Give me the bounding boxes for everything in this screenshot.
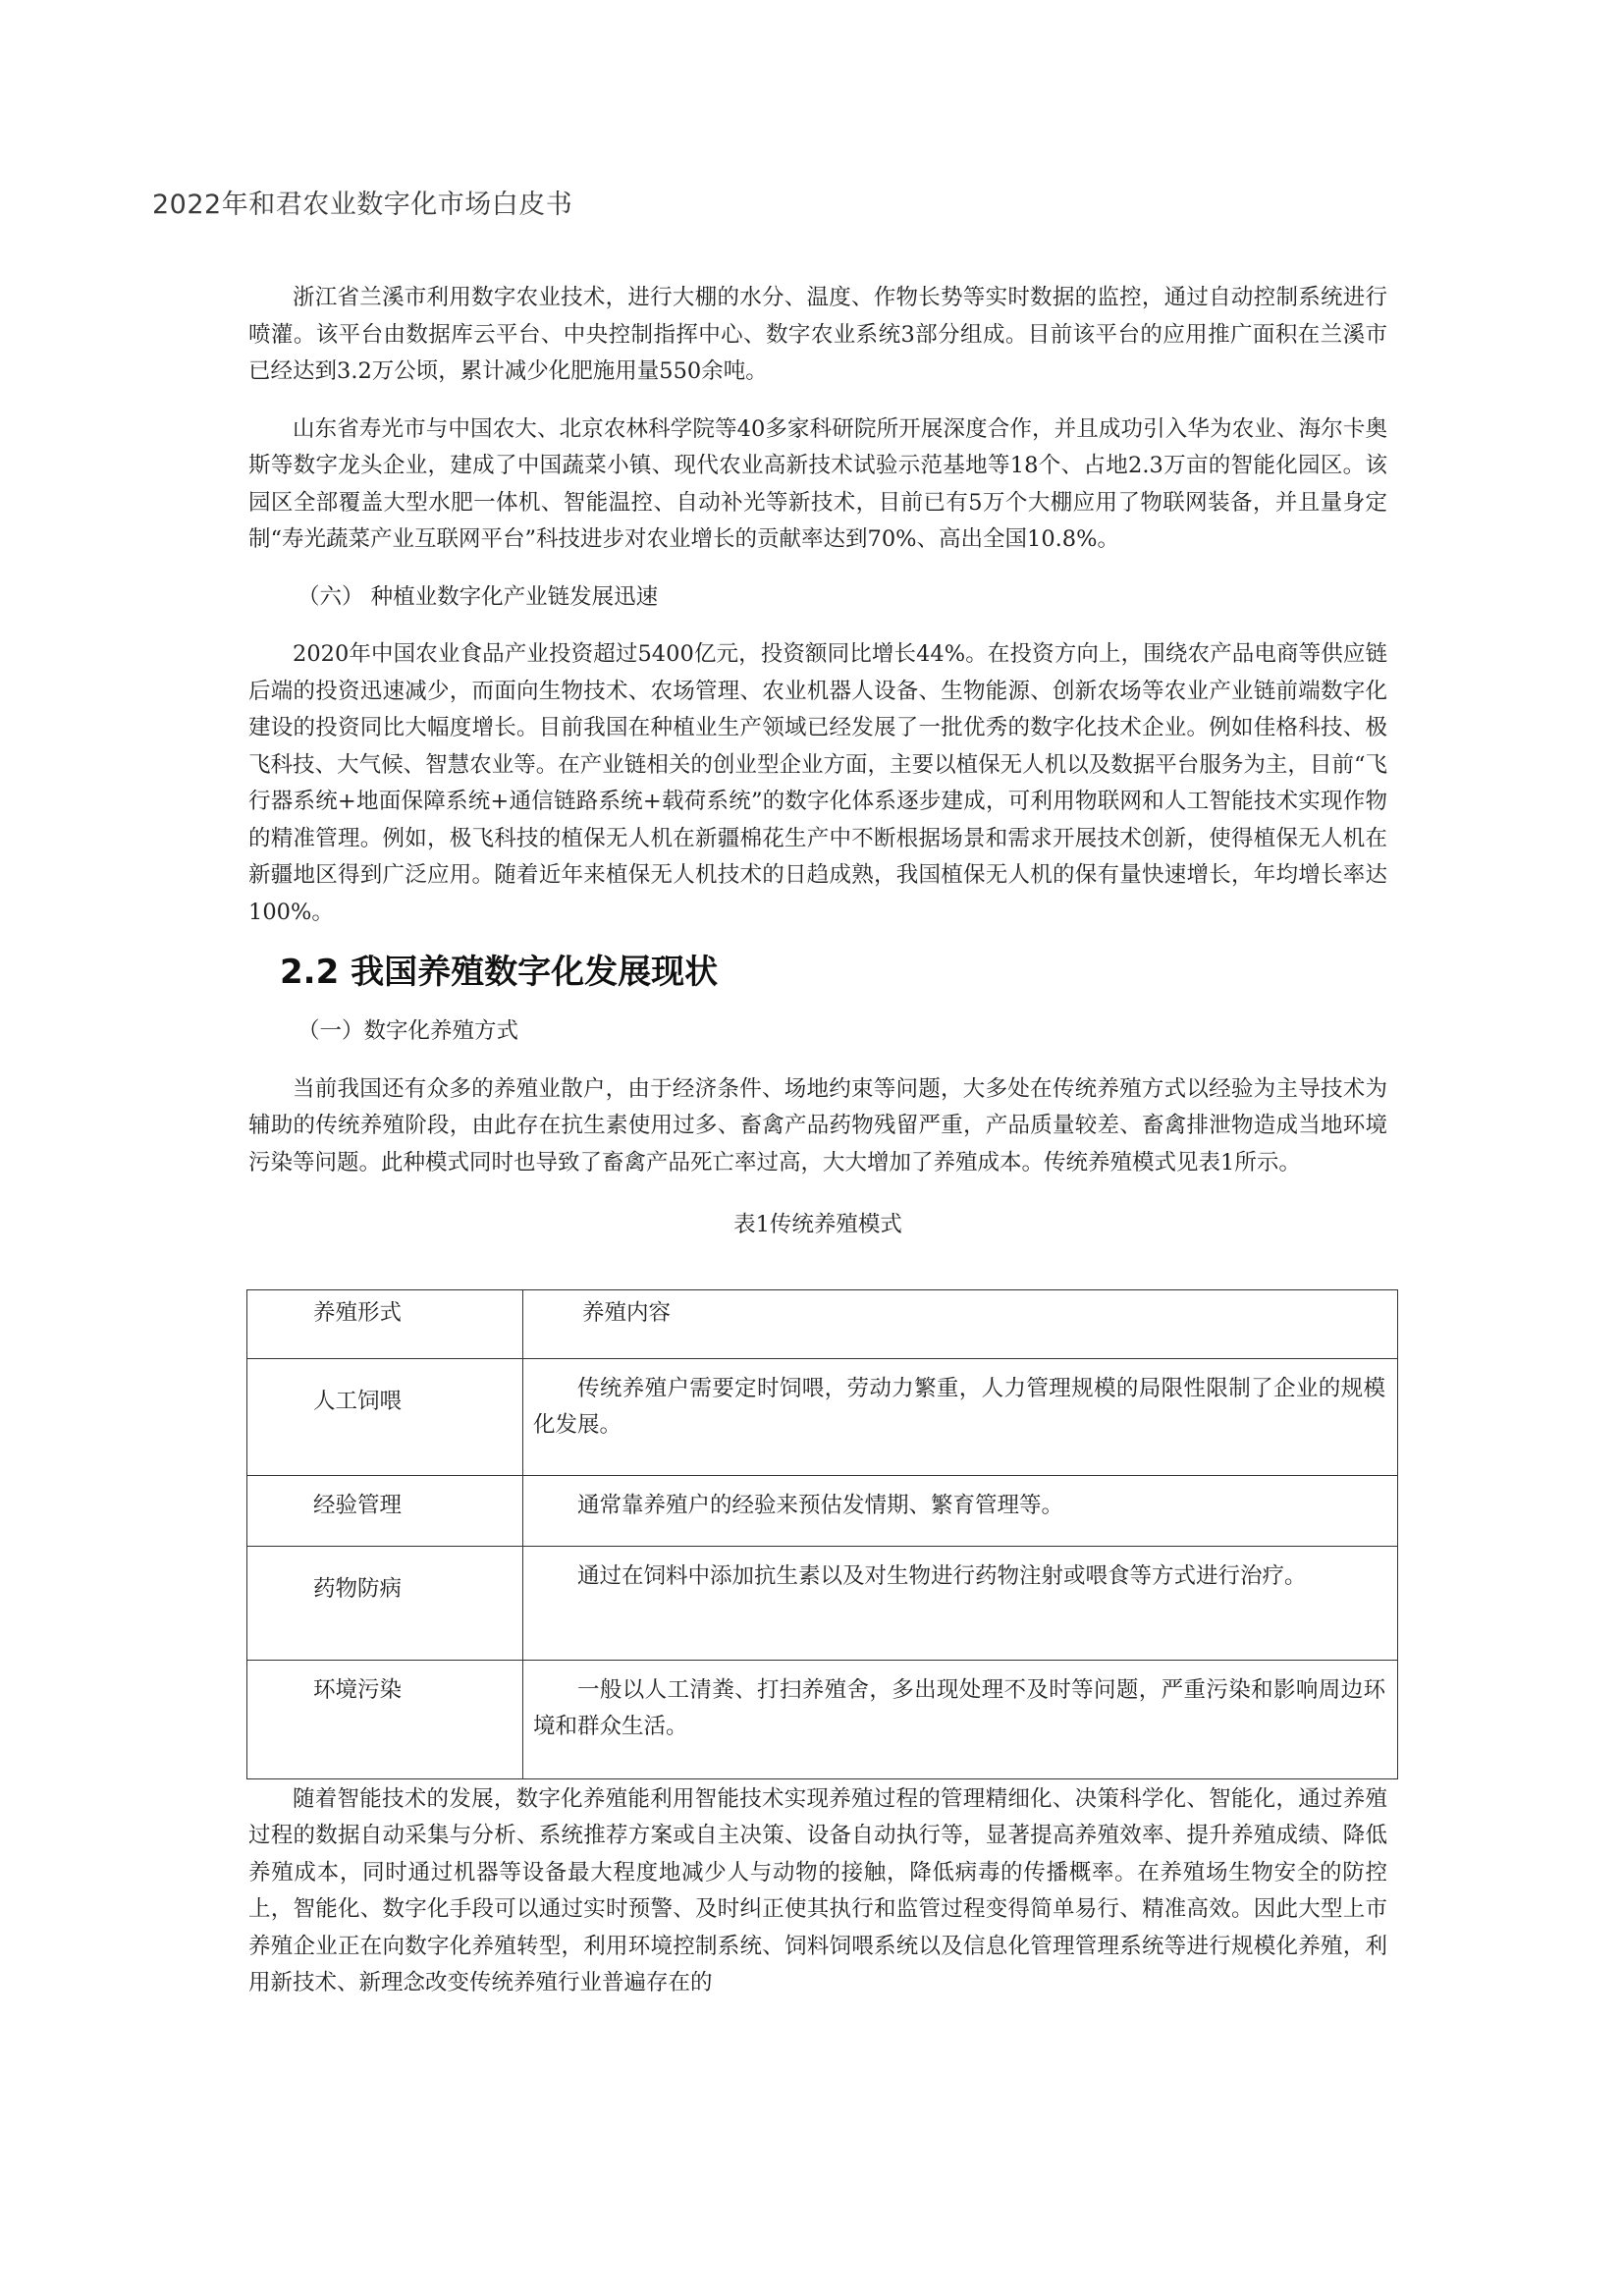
paragraph-lanxi: 浙江省兰溪市利用数字农业技术，进行大棚的水分、温度、作物长势等实时数据的监控，通过自动控制系统进行喷灌。该平台由数据库云平台、中央控制指挥中心、数字农业系统3部分组成。目前该平台的应用推广面积在兰溪市已经达到3.2万公顷，累计减少化肥施用量550余吨。 xyxy=(248,285,1387,384)
table-row xyxy=(247,1475,1398,1546)
table-caption: 表1传统养殖模式 xyxy=(733,1212,902,1237)
table-cell-form: 药物防病 xyxy=(247,1546,523,1660)
breeding-mode-table xyxy=(246,1289,1398,1779)
paragraph-smart-breeding: 随着智能技术的发展，数字化养殖能利用智能技术实现养殖过程的管理精细化、决策科学化、智能化，通过养殖过程的数据自动采集与分析、系统推荐方案或自主决策、设备自动执行等，显著提高养殖效率、提升养殖成绩、降低养殖成本，同时通过机器等设备最大程度地减少人与动物的接触，降低病毒的传播概率。在养殖场生物安全的防控上，智能化、数字化手段可以通过实时预警、及时纠正使其执行和监管过程变得简单易行、精准高效。因此大型上市养殖企业正在向数字化养殖转型，利用环境控制系统、饲料饲喂系统以及信息化管理管理系统等进行规模化养殖，利用新技术、新理念改变传统养殖行业普遍存在的 xyxy=(248,1785,1387,1995)
paragraph-investment: 2020年中国农业食品产业投资超过5400亿元，投资额同比增长44%。在投资方向上，围绕农产品电商等供应链后端的投资迅速减少，而面向生物技术、农场管理、农业机器人设备、生物能源、创新农场等农业产业链前端数字化建设的投资同比大幅度增长。目前我国在种植业生产领域已经发展了一批优秀的数字化技术企业。例如佳格科技、极飞科技、大气候、智慧农业等。在产业链相关的创业型企业方面，主要以植保无人机以及数据平台服务为主，目前“飞行器系统+地面保障系统+通信链路系统+载荷系统”的数字化体系逐步建成，可利用物联网和人工智能技术实现作物的精准管理。例如，极飞科技的植保无人机在新疆棉花生产中不断根据场景和需求开展技术创新，使得植保无人机在新疆地区得到广泛应用。随着近年来植保无人机技术的日趋成熟，我国植保无人机的保有量快速增长，年均增长率达100%。 xyxy=(248,641,1387,925)
table-header-cell: 养殖形式 xyxy=(247,1289,523,1358)
table-cell-form: 经验管理 xyxy=(247,1475,523,1546)
table-row xyxy=(247,1660,1398,1778)
paragraph-shouguang: 山东省寿光市与中国农大、北京农林科学院等40多家科研院所开展深度合作，并且成功引入华为农业、海尔卡奥斯等数字龙头企业，建成了中国蔬菜小镇、现代农业高新技术试验示范基地等18个、占地2.3万亩的智能化园区。该园区全部覆盖大型水肥一体机、智能温控、自动补光等新技术，目前已有5万个大棚应用了物联网装备，并且量身定制“寿光蔬菜产业互联网平台”科技进步对农业增长的贡献率达到70%、高出全国10.8%。 xyxy=(248,415,1387,552)
table-header-cell: 养殖内容 xyxy=(523,1289,1398,1358)
table-cell-content: 传统养殖户需要定时饲喂，劳动力繁重，人力管理规模的局限性限制了企业的规模化发展。 xyxy=(523,1358,1398,1475)
table-cell-content: 通常靠养殖户的经验来预估发情期、繁育管理等。 xyxy=(523,1475,1398,1546)
subheading-planting-chain: （六） 种植业数字化产业链发展迅速 xyxy=(297,583,659,610)
section-title: 2.2 我国养殖数字化发展现状 xyxy=(280,953,719,992)
table-row xyxy=(247,1546,1398,1660)
paragraph-traditional-breeding: 当前我国还有众多的养殖业散户，由于经济条件、场地约束等问题，大多处在传统养殖方式以经验为主导技术为辅助的传统养殖阶段，由此存在抗生素使用过多、畜禽产品药物残留严重，产品质量较差、畜禽排泄物造成当地环境污染等问题。此种模式同时也导致了畜禽产品死亡率过高，大大增加了养殖成本。传统养殖模式见表1所示。 xyxy=(248,1075,1387,1175)
page-header: 2022年和君农业数字化市场白皮书 xyxy=(152,190,573,220)
table-cell-form: 人工饲喂 xyxy=(247,1358,523,1475)
table-cell-form: 环境污染 xyxy=(247,1660,523,1778)
table-header-row xyxy=(247,1289,1398,1358)
table-cell-content: 一般以人工清粪、打扫养殖舍，多出现处理不及时等问题，严重污染和影响周边环境和群众生活。 xyxy=(523,1660,1398,1778)
subheading-digital-breeding: （一）数字化养殖方式 xyxy=(297,1018,519,1044)
table-row xyxy=(247,1358,1398,1475)
document-body xyxy=(248,280,1387,2002)
table-cell-content: 通过在饲料中添加抗生素以及对生物进行药物注射或喂食等方式进行治疗。 xyxy=(523,1546,1398,1660)
